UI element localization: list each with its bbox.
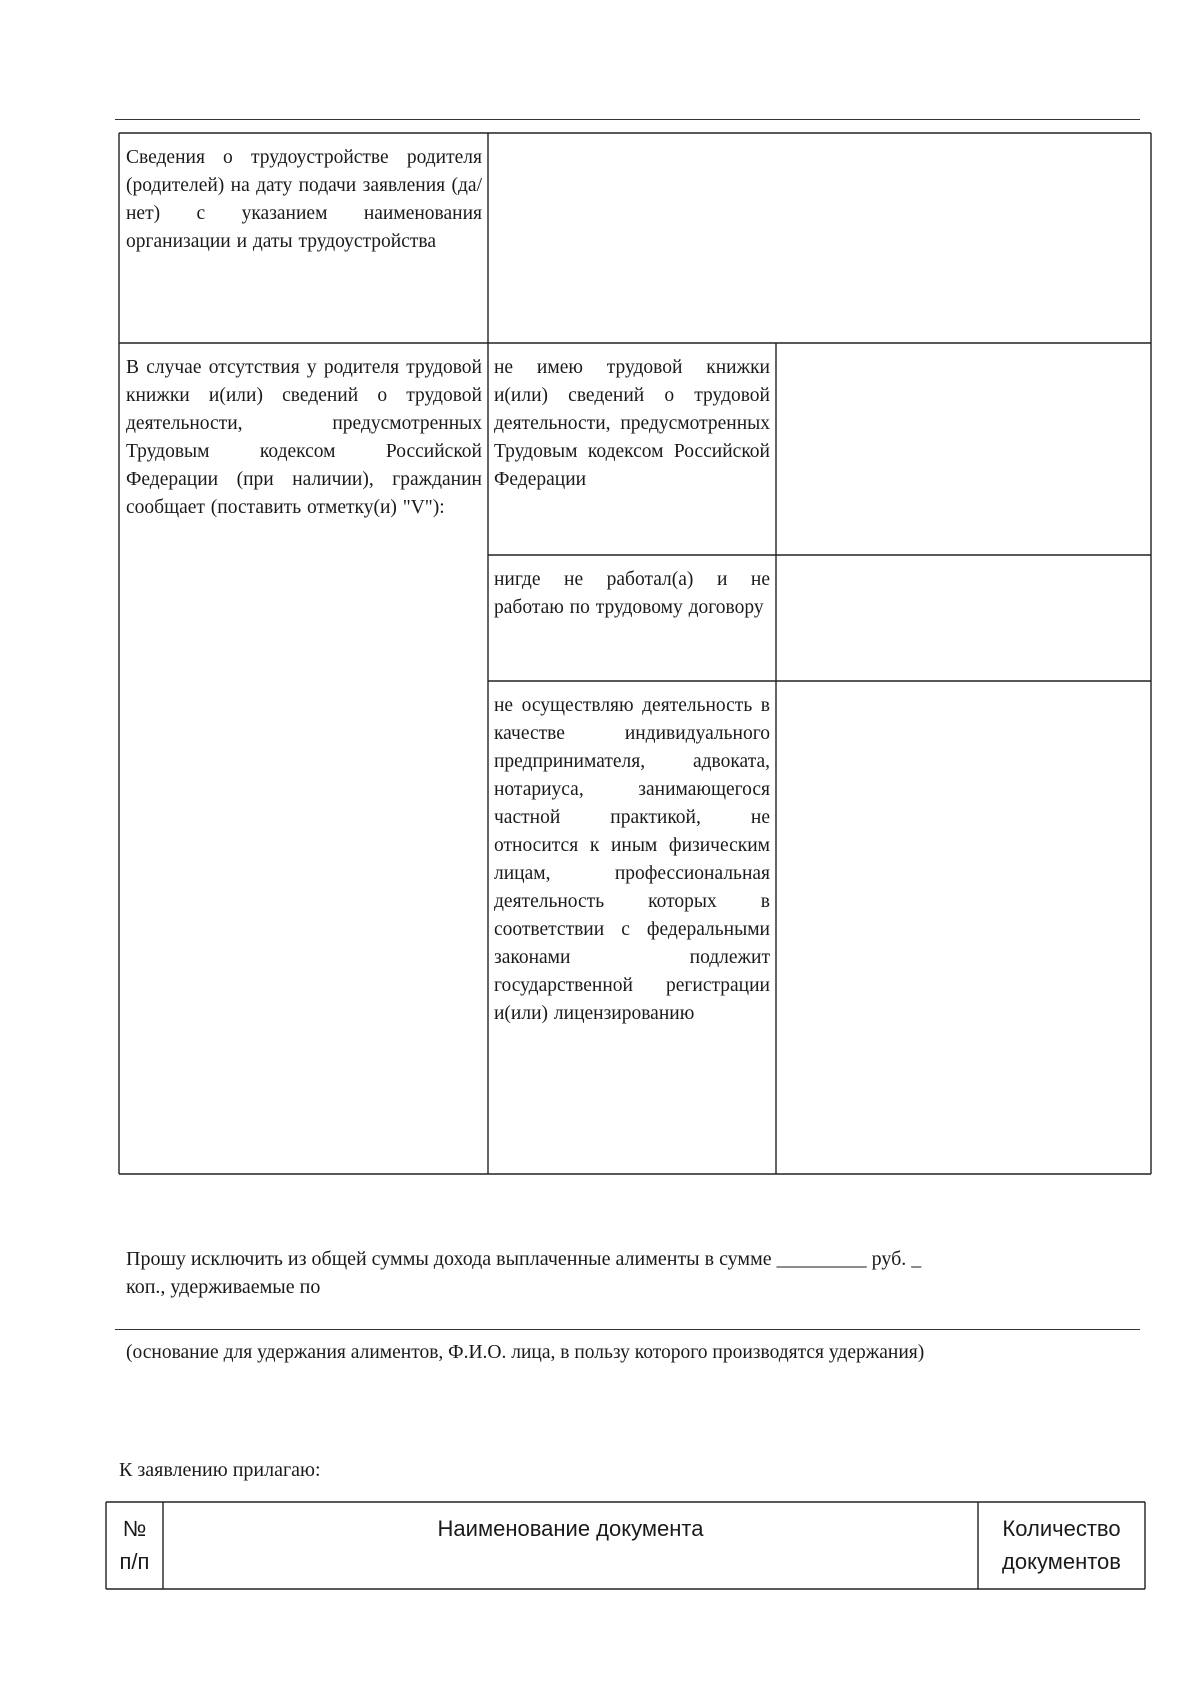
col-header-count	[980, 1512, 1143, 1578]
col-header-count-line1: Количество	[1002, 1516, 1121, 1541]
option-not-employed-text: нигде не работал(а) и не работаю по трудовому договору	[494, 569, 770, 618]
option-no-business-text: не осуществляю деятельность в качестве индивидуального предпринимателя, адвоката, нотариуса, занимающегося частной практикой, не относится к иным физическим лицам, профессиональная деятельность которых в соответствии с федеральными законами подлежит государственной регистрации и(или) лицензированию	[494, 695, 770, 1024]
top-rule	[115, 119, 1140, 120]
alimony-basis-line[interactable]	[115, 1329, 1140, 1330]
col-header-number	[108, 1512, 161, 1578]
option-no-business-mark[interactable]	[778, 683, 1149, 1172]
employment-info-value[interactable]	[490, 135, 1149, 341]
alimony-line-2: коп., удерживаемые по	[126, 1276, 321, 1298]
attachments-intro: К заявлению прилагаю:	[119, 1459, 321, 1481]
employment-info-label: Сведения о трудоустройстве родителя (родителей) на дату подачи заявления (да/нет) с указанием наименования организации и даты трудоустройства	[126, 147, 482, 252]
col-header-number-line1: №	[122, 1516, 147, 1541]
option-no-workbook-mark[interactable]	[778, 345, 1149, 553]
alimony-basis-caption: (основание для удержания алиментов, Ф.И.О. лица, в пользу которого производятся удержания)	[126, 1342, 925, 1363]
alimony-line-1: Прошу исключить из общей суммы дохода выплаченные алименты в сумме _________ руб. _	[126, 1248, 922, 1270]
option-no-workbook-text: не имею трудовой книжки и(или) сведений о трудовой деятельности, предусмотренных Трудовым кодексом Российской Федерации	[494, 357, 770, 490]
col-header-document-name: Наименование документа	[437, 1516, 704, 1541]
option-not-employed-mark[interactable]	[778, 557, 1149, 679]
no-workbook-label: В случае отсутствия у родителя трудовой книжки и(или) сведений о трудовой деятельности, предусмотренных Трудовым кодексом Российской Федерации (при наличии), гражданин сообщает (поставить отметку(и) "V"):	[126, 357, 482, 518]
col-header-number-line2: п/п	[119, 1549, 150, 1574]
col-header-count-line2: документов	[1002, 1549, 1121, 1574]
